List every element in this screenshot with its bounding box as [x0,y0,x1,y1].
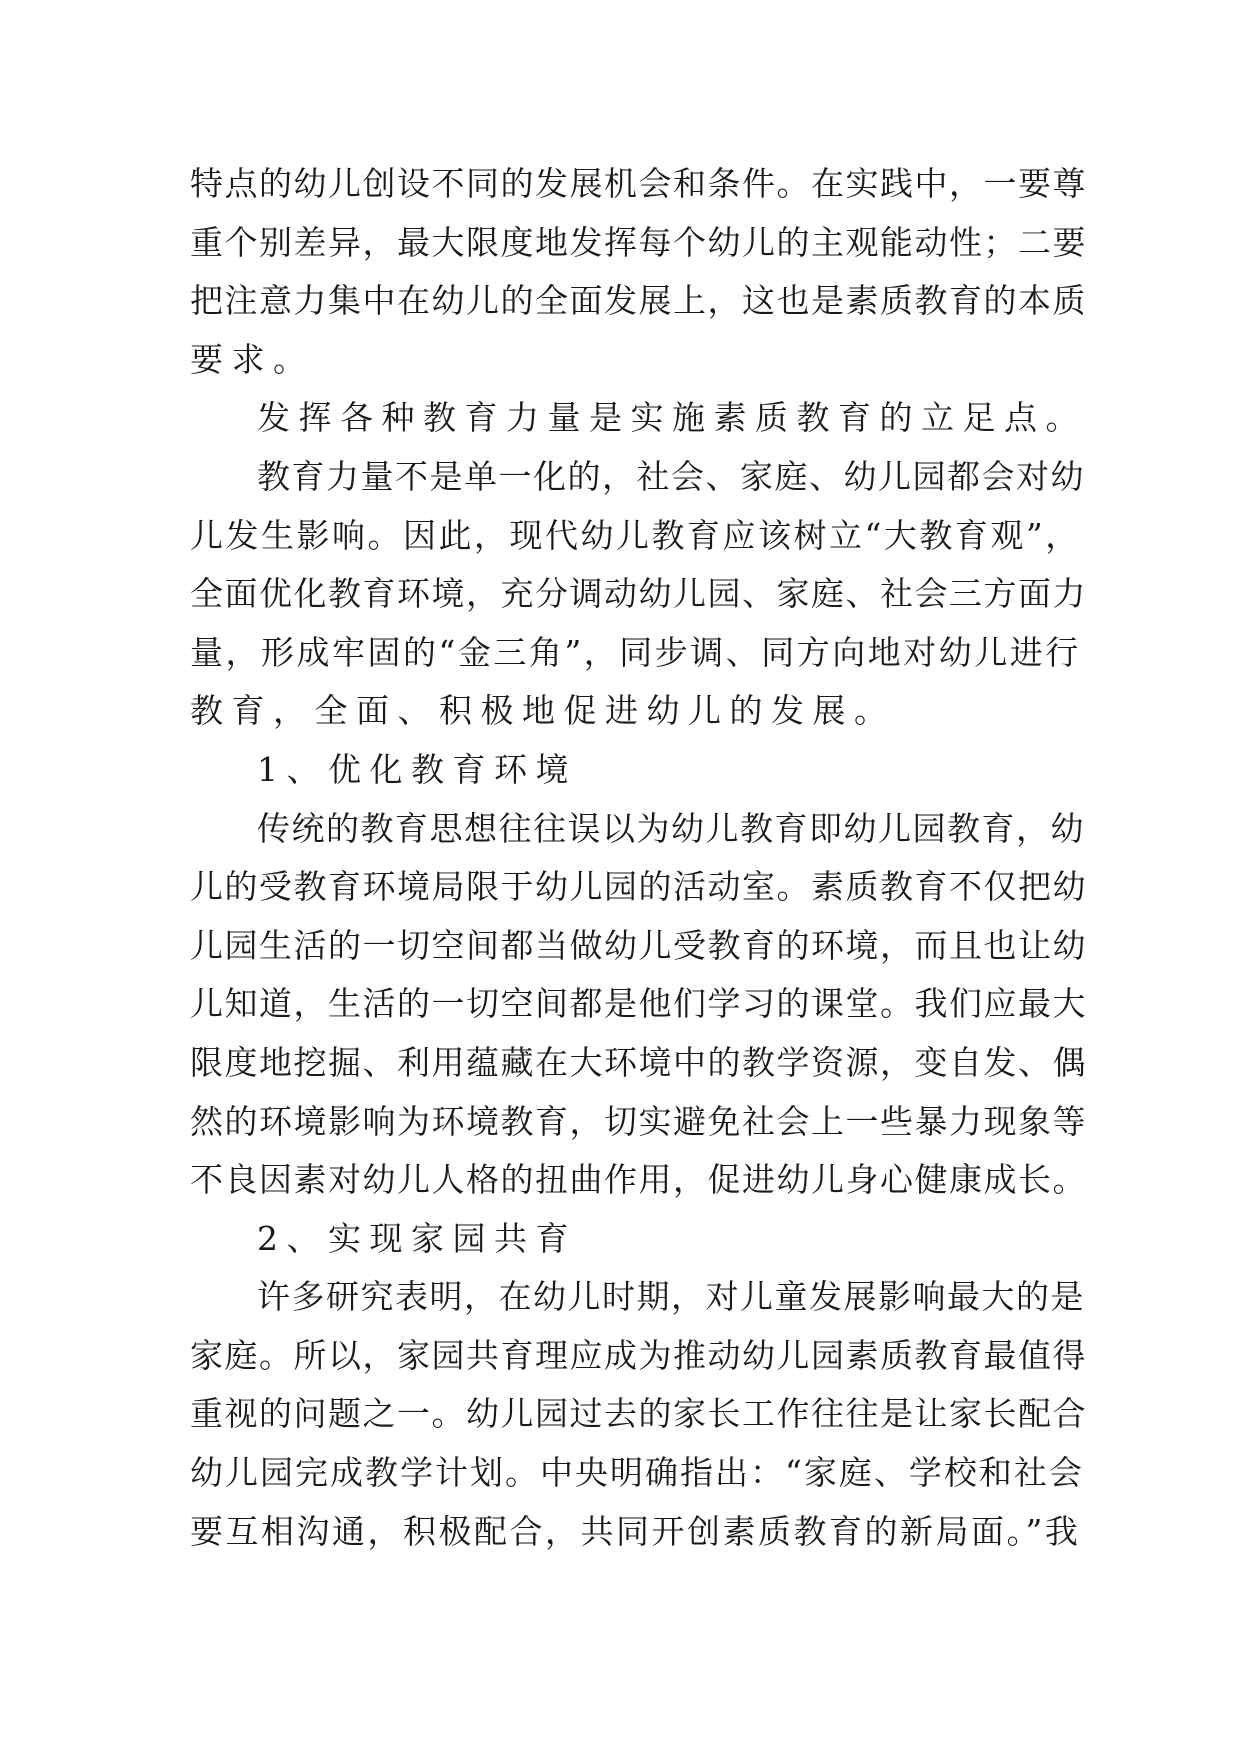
paragraph-start-line: 2、实现家园共育 [257,1218,577,1258]
text-line: 限度地挖掘、利用蕴藏在大环境中的教学资源，变自发、偶 [190,1042,1087,1082]
text-line: 儿园生活的一切空间都当做幼儿受教育的环境，而且也让幼 [190,925,1087,965]
text-line: 儿知道，生活的一切空间都是他们学习的课堂。我们应最大 [190,984,1087,1024]
text-line: 儿的受教育环境局限于幼儿园的活动室。素质教育不仅把幼 [190,867,1087,907]
document-body [190,155,1090,1561]
text-line: 儿发生影响。因此，现代幼儿教育应该树立“大教育观”， [190,515,1081,555]
paragraph-start-line: 许多研究表明，在幼儿时期，对儿童发展影响最大的是 [257,1277,1085,1317]
text-line: 把注意力集中在幼儿的全面发展上，这也是素质教育的本质 [190,281,1087,321]
text-line: 不良因素对幼儿人格的扭曲作用，促进幼儿身心健康成长。 [190,1160,1087,1200]
text-line: 重视的问题之一。幼儿园过去的家长工作往往是让家长配合 [190,1394,1087,1434]
paragraph-start-line: 发挥各种教育力量是实施素质教育的立足点。 [257,398,1087,438]
text-line: 特点的幼儿创设不同的发展机会和条件。在实践中，一要尊 [190,164,1087,203]
text-line: 全面优化教育环境，充分调动幼儿园、家庭、社会三方面力 [190,574,1087,614]
text-line: 要求。 [190,339,315,379]
text-line: 幼儿园完成教学计划。中央明确指出：“家庭、学校和社会 [190,1453,1084,1493]
paragraph-start-line: 教育力量不是单一化的，社会、家庭、幼儿园都会对幼 [257,456,1085,496]
text-line: 量，形成牢固的“金三角”，同步调、同方向地对幼儿进行 [190,632,1081,672]
text-line: 然的环境影响为环境教育，切实避免社会上一些暴力现象等 [190,1101,1087,1141]
text-line: 重个别差异，最大限度地发挥每个幼儿的主观能动性；二要 [190,222,1087,262]
paragraph-start-line: 传统的教育思想往往误以为幼儿教育即幼儿园教育，幼 [257,808,1085,848]
paragraph-start-line: 1、优化教育环境 [257,749,577,789]
text-line: 教育，全面、积极地促进幼儿的发展。 [190,691,896,731]
text-line: 要互相沟通，积极配合，共同开创素质教育的新局面。”我 [190,1511,1081,1551]
text-line: 家庭。所以，家园共育理应成为推动幼儿园素质教育最值得 [190,1335,1087,1375]
